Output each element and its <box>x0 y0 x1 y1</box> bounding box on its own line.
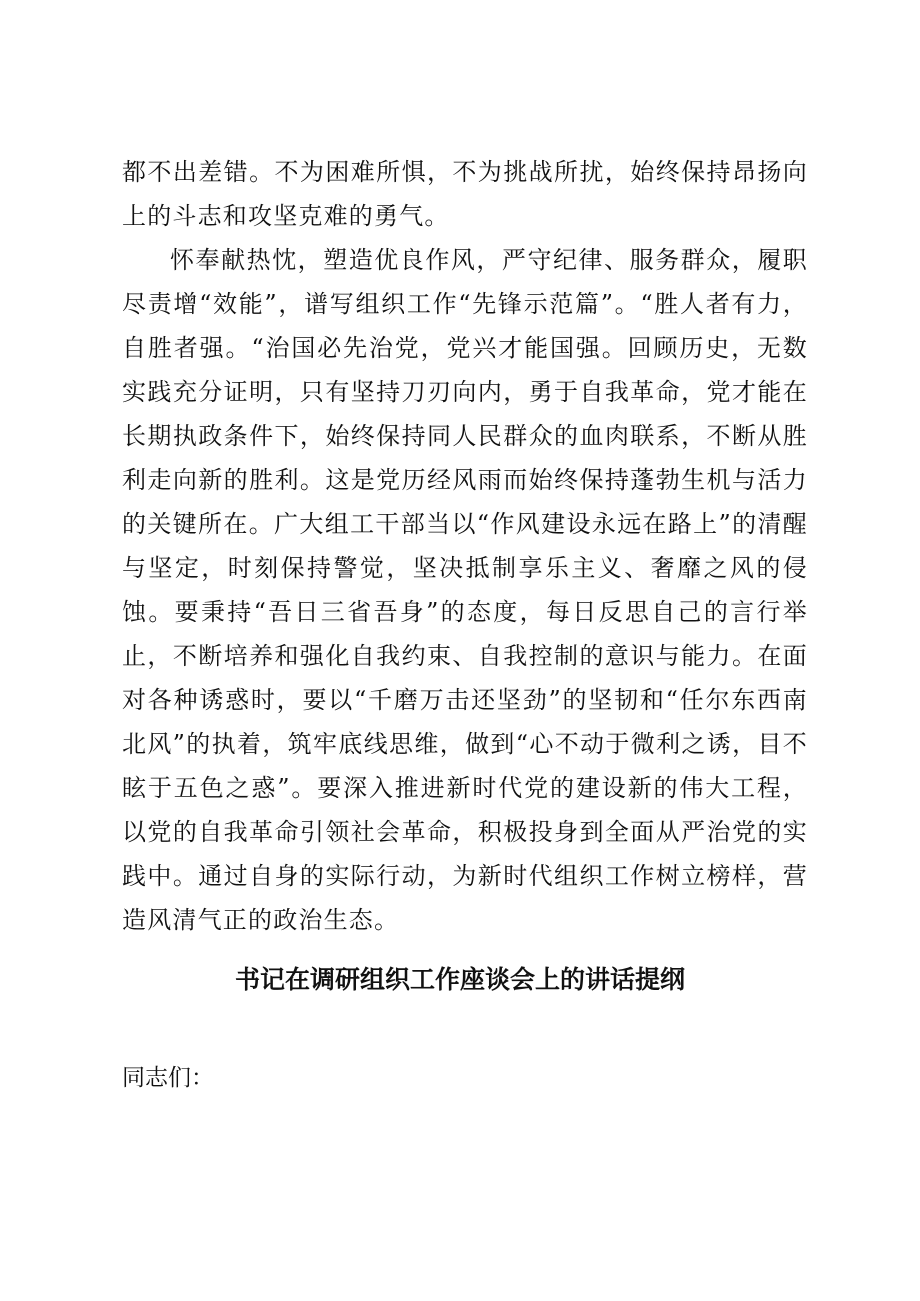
paragraph-continuation: 都不出差错。不为困难所惧，不为挑战所扰，始终保持昂扬向上的斗志和攻坚克难的勇气。 <box>122 158 808 230</box>
paragraph-main: 怀奉献热忱，塑造优良作风，严守纪律、服务群众，履职尽责增“效能”，谱写组织工作“先锋示范篇”。“胜人者有力，自胜者强。“治国必先治党，党兴才能国强。回顾历史，无数实践充分证明，只有坚持刀刃向内，勇于自我革命，党才能在长期执政条件下，始终保持同人民群众的血肉联系，不断从胜利走向新的胜利。这是党历经风雨而始终保持蓬勃生机与活力的关键所在。广大组工干部当以“作风建设永远在路上”的清醒与坚定，时刻保持警觉，坚决抵制享乐主义、奢靡之风的侵蚀。要秉持“吾日三省吾身”的态度，每日反思自己的言行举止，不断培养和强化自我约束、自我控制的意识与能力。在面对各种诱惑时，要以“千磨万击还坚劲”的坚韧和“任尔东西南北风”的执着，筑牢底线思维，做到“心不动于微利之诱，目不眩于五色之惑”。要深入推进新时代党的建设新的伟大工程，以党的自我革命引领社会革命，积极投身到全面从严治党的实践中。通过自身的实际行动，为新时代组织工作树立榜样，营造风清气正的政治生态。 <box>122 246 808 934</box>
salutation: 同志们： <box>122 1065 214 1091</box>
speech-title: 书记在调研组织工作座谈会上的讲话提纲 <box>234 965 685 994</box>
document-body <box>122 150 808 942</box>
